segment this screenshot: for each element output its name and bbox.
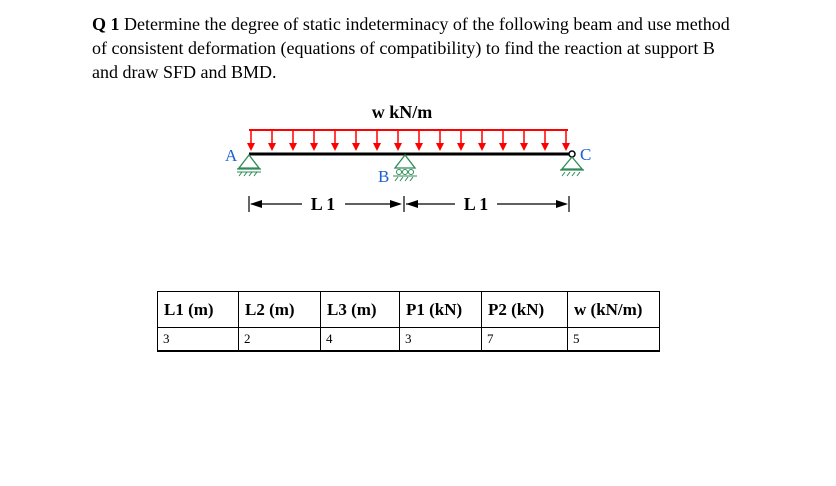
load-arrow-head bbox=[541, 143, 549, 151]
cell-w: 5 bbox=[568, 328, 660, 352]
question-body: Determine the degree of static indeterminacy of the following beam and use method of consistent deformation (equations of compatibility) to find the reaction at support B and draw SFD and BMD. bbox=[92, 14, 730, 82]
load-arrow-head bbox=[268, 143, 276, 151]
header-l1: L1 (m) bbox=[158, 292, 239, 328]
span2-label: L 1 bbox=[463, 194, 489, 214]
load-arrow-head bbox=[247, 143, 255, 151]
cell-l3: 4 bbox=[321, 328, 400, 352]
table-header-row bbox=[158, 292, 660, 328]
cell-l2: 2 bbox=[239, 328, 321, 352]
support-b-roller-icon bbox=[393, 155, 417, 181]
load-arrow-head bbox=[436, 143, 444, 151]
distributed-load-arrows bbox=[247, 130, 570, 151]
table-row bbox=[158, 328, 660, 352]
support-b-label: B bbox=[378, 167, 390, 186]
load-arrow-head bbox=[415, 143, 423, 151]
load-arrow-head bbox=[373, 143, 381, 151]
load-arrow-head bbox=[520, 143, 528, 151]
header-w: w (kN/m) bbox=[568, 292, 660, 328]
header-p2: P2 (kN) bbox=[482, 292, 568, 328]
load-arrow-head bbox=[499, 143, 507, 151]
load-label: w kN/m bbox=[371, 102, 433, 122]
header-l2: L2 (m) bbox=[239, 292, 321, 328]
load-arrow-head bbox=[457, 143, 465, 151]
cell-p2: 7 bbox=[482, 328, 568, 352]
cell-l1: 3 bbox=[158, 328, 239, 352]
parameter-table bbox=[157, 291, 660, 352]
load-arrow-head bbox=[394, 143, 402, 151]
load-arrow-head bbox=[289, 143, 297, 151]
cell-p1: 3 bbox=[400, 328, 482, 352]
load-arrow-head bbox=[562, 143, 570, 151]
load-arrow-head bbox=[310, 143, 318, 151]
header-p1: P1 (kN) bbox=[400, 292, 482, 328]
header-l3: L3 (m) bbox=[321, 292, 400, 328]
span1-label: L 1 bbox=[310, 194, 336, 214]
question-number: Q 1 bbox=[92, 14, 120, 34]
load-arrow-head bbox=[352, 143, 360, 151]
load-arrow-head bbox=[331, 143, 339, 151]
support-a-label: A bbox=[225, 146, 238, 165]
support-c-label: C bbox=[580, 145, 592, 164]
load-arrow-head bbox=[478, 143, 486, 151]
support-a-pin-icon bbox=[237, 155, 261, 176]
